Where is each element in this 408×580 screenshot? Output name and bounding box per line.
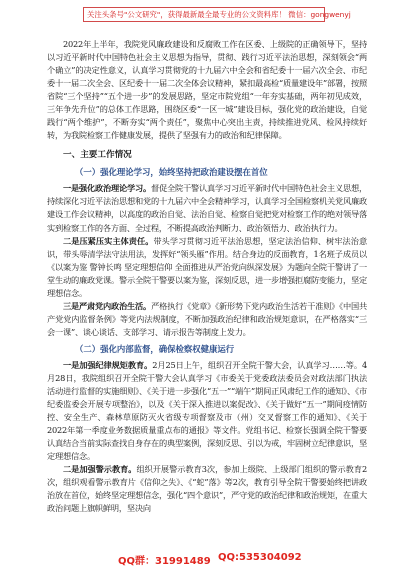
paragraph-lead: 一是加强纪律规矩教育。 [63, 359, 153, 370]
top-banner [83, 7, 351, 22]
section-heading: 一、主要工作情况 [63, 150, 132, 161]
paragraph-party-life [47, 300, 367, 339]
banner-text: 关注头条号"公文研究"，获得最新最全最专业的公文资料库！ 微信：gongwenyj [87, 10, 351, 19]
paragraph-responsibility [47, 235, 367, 300]
qq-contact-label: QQ:535304092 [218, 552, 302, 563]
paragraph-text: 组织开展警示教育3次，参加上级院、上级部门组织的警示教育2次，组织观看警示教育片《信仰之失》、《“蛇”落》等2次，教育引导全院干警要始终把讲政治放在首位，始终坚定理想信念，强化“四个意识”，严守党的政治纪律和政治规矩，在重大政治问题上旗帜鲜明，坚决向 [47, 464, 367, 514]
paragraph-lead: 二是加强警示教育。 [63, 464, 137, 475]
paragraph-political-study [47, 182, 367, 234]
paragraph-warning-education [47, 463, 367, 515]
paragraph-lead: 二是压紧压实主体责任。 [63, 235, 154, 246]
paragraph-text: 督促全院干警认真学习习近平新时代中国特色社会主义思想，持续深化习近平法治思想和党的十九届六中全会精神学习，认真学习全国检察机关党风廉政建设工作会议精神，以高度的政治自觉、法治自觉、检察自觉把党对检察工作的绝对领导落实到检察工作的各方面、全过程，不断提高政治判断力、政治领悟力、政治执行力。 [47, 183, 367, 233]
qq-group-label: QQ群：31991489 [118, 556, 211, 567]
footer [0, 552, 408, 572]
intro-paragraph: 2022年上半年，我院党风廉政建设和反腐败工作在区委、上级院的正确领导下，坚持以习近平新时代中国特色社会主义思想为指导，贯彻、践行习近平法治思想，深刻领会“两个确立”的决定性意义，认真学习贯彻党的十九届六中全会和省纪委十一届六次全会、市纪委十一届二次全会、区纪委十一届二次全体会议精神，紧扣最高检“质量建设年”部署，按照省院“三个坚持”“五个进一步”的发展思路，坚定市院党组“一年夯实基础，两年初见成效，三年争先升位”的总体工作思路，围绕区委“一区一城”建设目标，强化党的政治建设，自觉践行“两个维护”，不断夯实“两个责任”，聚焦中心突出主责，持续推进党风、检风持续好转，为我院检察工作健康发展，提供了坚强有力的政治和纪律保障。 [47, 39, 367, 141]
document-body [47, 38, 367, 516]
paragraph-lead: 一是强化政治理论学习。 [63, 183, 151, 194]
paragraph-lead: 三是严肃党内政治生活。 [63, 300, 152, 311]
subheading-2: （二）强化内部监督，确保检察权健康运行 [75, 343, 235, 354]
subheading-1: （一）强化理论学习，始终坚持把政治建设摆在首位 [75, 167, 268, 178]
paragraph-discipline [47, 359, 367, 463]
paragraph-text: 严格执行《党章》《新形势下党内政治生活若干准则》《中国共产党党内监督条例》等党内法规制度，不断加强政治纪律和政治规矩意识，在严格落实“三会一课”、谈心谈话、支部学习、请示报告等制度上发力。 [47, 300, 367, 337]
paragraph-text: 2月25日上午，组织召开全院干警大会，认真学习……等。4月28日，我院组织召开全院干警大会认真学习《市委关于党委政法委员会对政法部门执法活动进行监督的实施细则》、《关于进一步强化“五一”“端午”期间正风肃纪工作的通知》、《市纪委监委会开展专项整治》，以及《关于深入推进以案促改》、《关于做好“五一”期间疫情防控、安全生产、森林草原防灭火省级专项督察及市（州）交叉督察工作的通知》、《关于2022年第一季度业务数据质量重点布的通报》等文件。党组书记、检察长强调全院干警要认真结合当前实际查找自身存在的典型案例，深刻反思、引以为戒，牢固树立纪律意识，坚定理想信念。 [47, 359, 367, 462]
paragraph-text: 带头学习贯彻习近平法治思想，坚定法治信仰、树牢法治意识，带头辱清学法守法用法，发挥好“领头雁”作用。结合身边的反面教育，1名班子成员以《以案为鉴 警钟长鸣 坚定理想信仰 全面推进从严治党向纵深发展》为题向全院干警讲了一堂生动的廉政党课。警示全院干警要以案为鉴，深刻反思，进一步增强拒腐防变能力，坚定理想信念。 [47, 235, 367, 298]
